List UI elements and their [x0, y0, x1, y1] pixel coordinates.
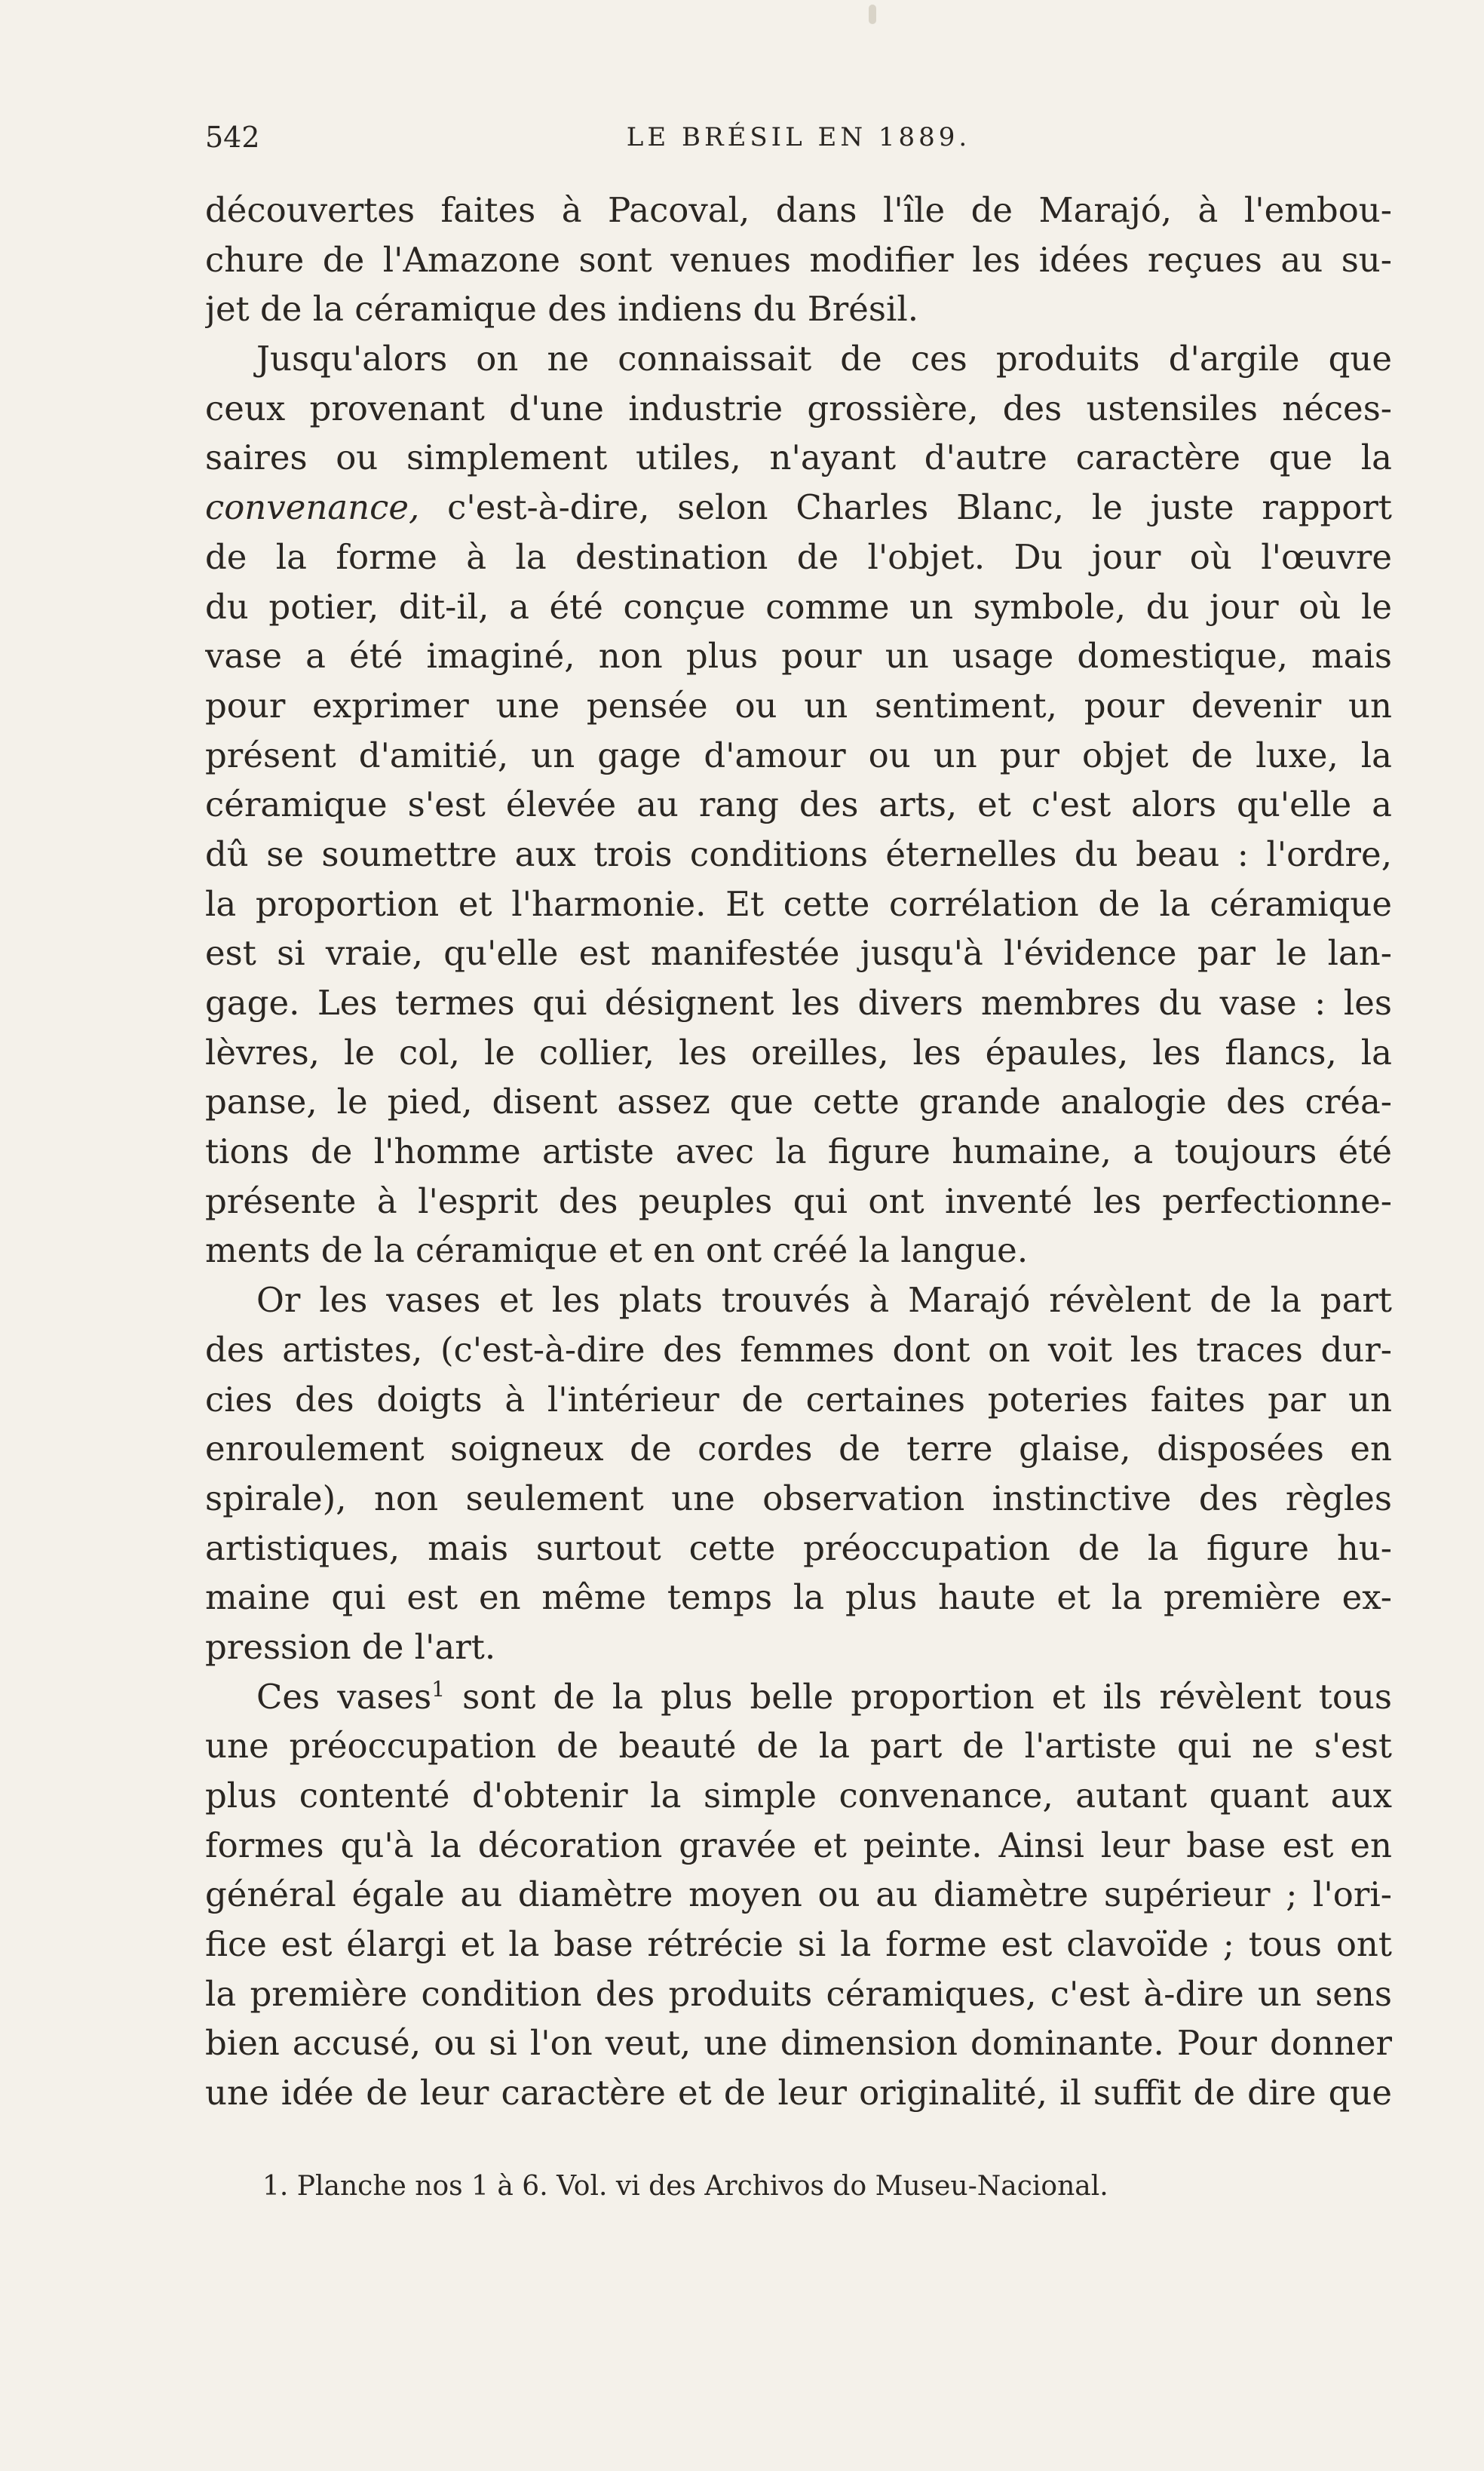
text-line: céramique s'est élevée au rang des arts, et c'est alors qu'elle a [205, 784, 1392, 825]
text-line: découvertes faites à Pacoval, dans l'île de Marajó, à l'embou- [205, 190, 1392, 230]
text-line: la première condition des produits céramiques, c'est à-dire un sens [205, 1973, 1392, 2014]
text-segment: Ces vases [256, 1676, 432, 1717]
text-line: pression de l'art. [205, 1626, 496, 1667]
text-line: enroulement soigneux de cordes de terre glaise, disposées en [205, 1429, 1392, 1469]
text-line: jet de la céramique des indiens du Brésil. [205, 289, 919, 330]
text-line [205, 483, 1392, 533]
paper-speck [869, 5, 876, 24]
text-line: fice est élargi et la base rétrécie si la forme est clavoïde ; tous ont [205, 1924, 1392, 1965]
footnote-reference[interactable]: 1 [431, 1676, 446, 1702]
text-line: la proportion et l'harmonie. Et cette corrélation de la céramique [205, 883, 1392, 924]
text-line: du potier, dit-il, a été conçue comme un symbole, du jour où le [205, 586, 1392, 627]
text-line: de la forme à la destination de l'objet. Du jour où l'œuvre [205, 536, 1392, 577]
text-line: présente à l'esprit des peuples qui ont inventé les perfectionne- [205, 1180, 1392, 1221]
text-line: une idée de leur caractère et de leur originalité, il suffit de dire que [205, 2073, 1392, 2113]
text-line: saires ou simplement utiles, n'ayant d'autre caractère que la [205, 437, 1392, 478]
page-number: 542 [205, 121, 260, 154]
text-line: est si vraie, qu'elle est manifestée jusqu'à l'évidence par le lan- [205, 933, 1392, 974]
text-line: tions de l'homme artiste avec la figure humaine, a toujours été [205, 1131, 1392, 1172]
text-line: lèvres, le col, le collier, les oreilles, les épaules, les flancs, la [205, 1032, 1392, 1073]
running-head: LE BRÉSIL EN 1889. [626, 122, 971, 152]
text-line: panse, le pied, disent assez que cette grande analogie des créa- [205, 1082, 1392, 1122]
text-line: plus contenté d'obtenir la simple convenance, autant quant aux [205, 1776, 1392, 1816]
text-line: des artistes, (c'est-à-dire des femmes dont on voit les traces dur- [205, 1329, 1392, 1370]
body-text [205, 186, 1392, 2118]
text-line: ceux provenant d'une industrie grossière, des ustensiles néces- [205, 388, 1392, 428]
footnote: 1. Planche nos 1 à 6. Vol. vi des Archivos do Museu-Nacional. [262, 2171, 1108, 2202]
text-line: maine qui est en même temps la plus haute et la première ex- [205, 1577, 1392, 1618]
text-line [205, 1672, 1392, 1722]
text-line: Jusqu'alors on ne connaissait de ces produits d'argile que [256, 339, 1392, 379]
text-line: pour exprimer une pensée ou un sentiment, pour devenir un [205, 685, 1392, 726]
text-line: formes qu'à la décoration gravée et peinte. Ainsi leur base est en [205, 1825, 1392, 1865]
text-line: gage. Les termes qui désignent les divers membres du vase : les [205, 983, 1392, 1023]
text-line: vase a été imaginé, non plus pour un usage domestique, mais [205, 636, 1392, 677]
text-line: présent d'amitié, un gage d'amour ou un pur objet de luxe, la [205, 735, 1392, 775]
text-line: chure de l'Amazone sont venues modifier les idées reçues au su- [205, 239, 1392, 280]
text-line: Or les vases et les plats trouvés à Marajó révèlent de la part [256, 1280, 1392, 1321]
text-line: bien accusé, ou si l'on veut, une dimension dominante. Pour donner [205, 2023, 1392, 2064]
text-segment: sont de la plus belle proportion et ils révèlent tous [445, 1676, 1392, 1717]
text-segment: c'est-à-dire, selon Charles Blanc, le juste rapport [419, 487, 1392, 528]
page-header [205, 115, 1392, 160]
text-line: ments de la céramique et en ont créé la langue. [205, 1230, 1029, 1271]
text-line: cies des doigts à l'intérieur de certaines poteries faites par un [205, 1379, 1392, 1420]
text-line: une préoccupation de beauté de la part de l'artiste qui ne s'est [205, 1726, 1392, 1767]
text-line: dû se soumettre aux trois conditions éternelles du beau : l'ordre, [205, 833, 1392, 874]
text-line: général égale au diamètre moyen ou au diamètre supérieur ; l'ori- [205, 1874, 1392, 1915]
text-line: artistiques, mais surtout cette préoccupation de la figure hu- [205, 1527, 1392, 1568]
text-line: spirale), non seulement une observation instinctive des règles [205, 1478, 1392, 1518]
italic-term: convenance, [205, 487, 420, 528]
